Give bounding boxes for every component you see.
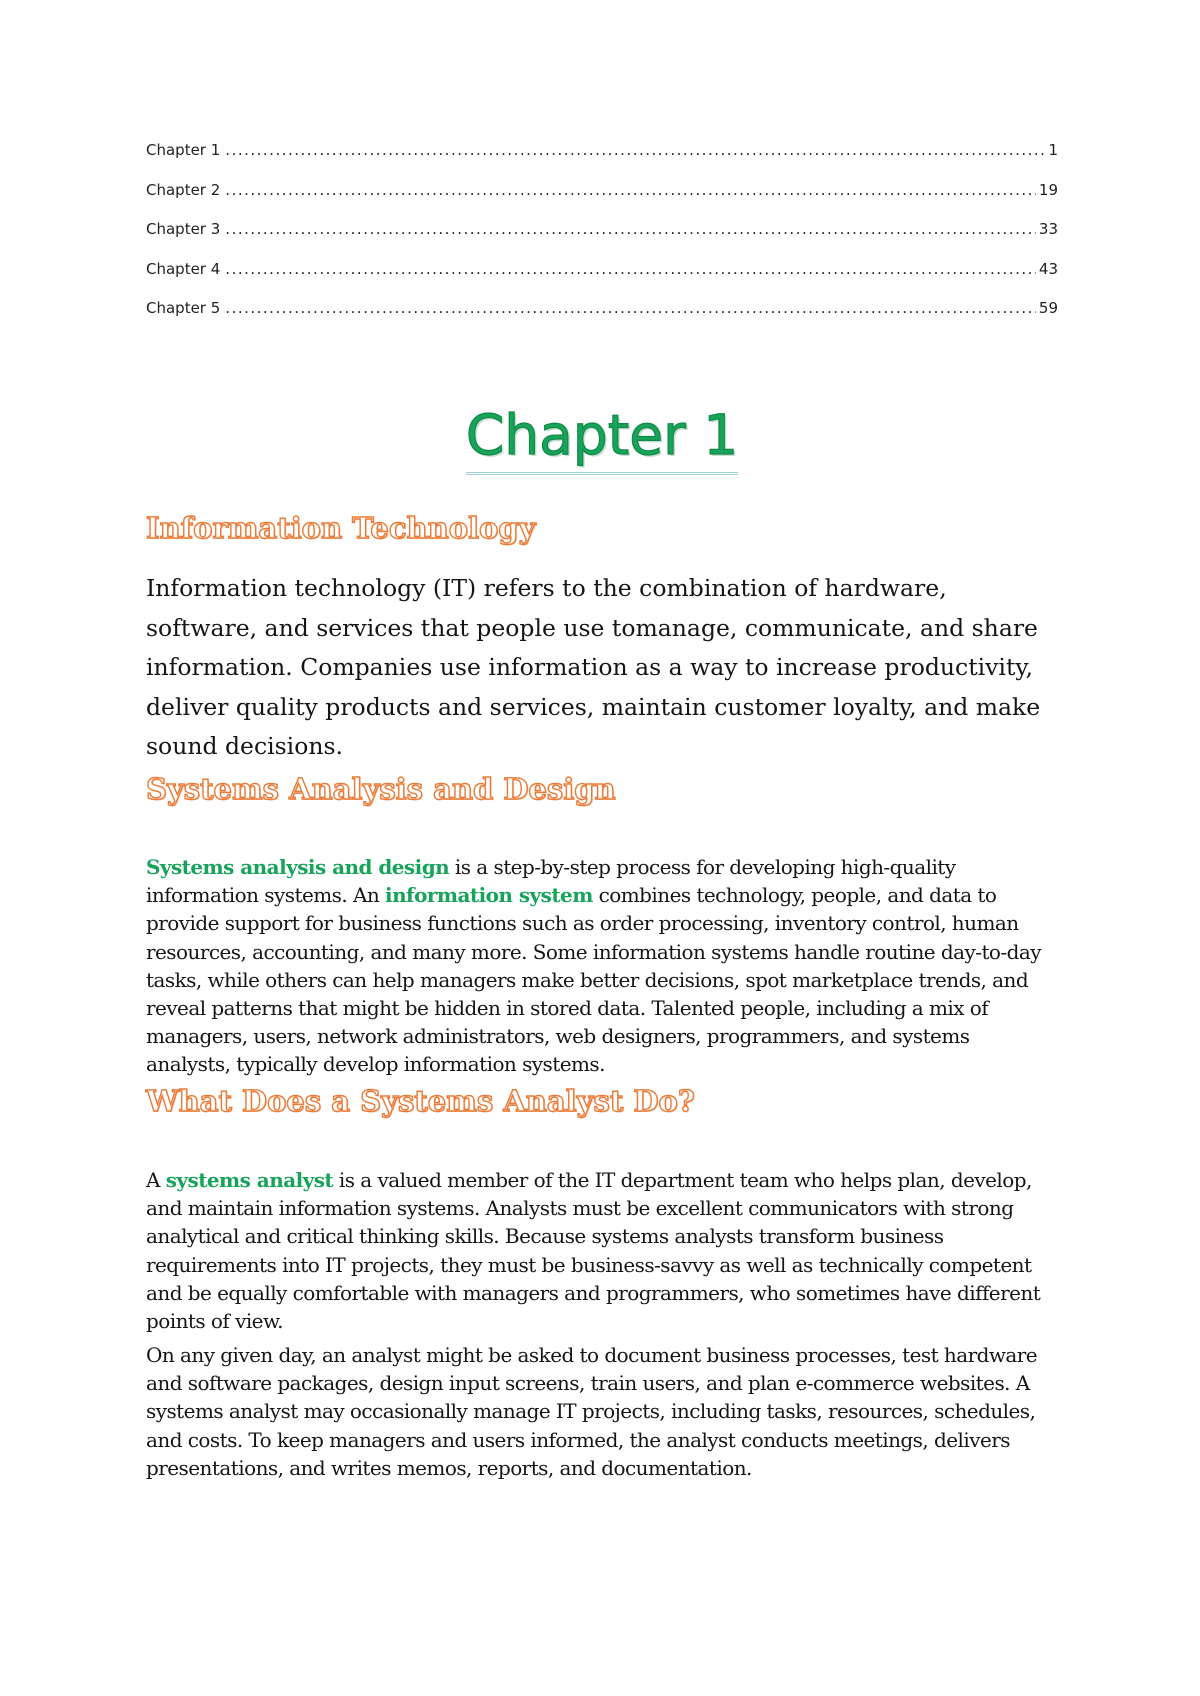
- toc-leader-dots: [225, 140, 1045, 160]
- toc-leader-dots: [225, 259, 1036, 279]
- toc-leader-dots: [225, 298, 1036, 318]
- toc-entry-chapter-1[interactable]: [146, 140, 1058, 180]
- paragraph-systems-analysis-design: [146, 853, 1058, 1079]
- section-heading-systems-analysis-design: Systems Analysis and Design: [146, 772, 616, 806]
- paragraph-text: A: [146, 1168, 166, 1192]
- key-term-systems-analysis-design: Systems analysis and design: [146, 855, 450, 879]
- toc-entry-page-number: 59: [1038, 299, 1058, 317]
- toc-entry-chapter-4[interactable]: [146, 259, 1058, 299]
- section-heading-information-technology: Information Technology: [146, 511, 536, 545]
- key-term-systems-analyst: systems analyst: [165, 1168, 334, 1192]
- toc-entry-label: Chapter 1: [146, 141, 221, 159]
- toc-entry-page-number: 33: [1038, 220, 1058, 238]
- toc-leader-dots: [225, 219, 1036, 239]
- toc-entry-label: Chapter 4: [146, 259, 221, 278]
- paragraph-text: is a valued member of the IT department team who helps plan, develop, and maintain information systems. Analysts must be excellent communicators with strong analytical and critical thinking skills. Because systems analysts transform business requirements into IT projects, they must be business-savvy as well as technically competent and be equally comfortable with managers and programmers, who sometimes have different points of view.: [146, 1168, 1041, 1334]
- toc-entry-chapter-2[interactable]: [146, 180, 1058, 220]
- toc-entry-page-number: 43: [1038, 259, 1058, 278]
- key-term-information-system: information system: [385, 883, 593, 908]
- table-of-contents: [146, 140, 1058, 338]
- paragraph-text: combines technology, people, and data to provide support for business functions such as order processing, inventory control, human resources, accounting, and many more. Some information systems handle routine day-to-day tasks, while others can help managers make better decisions, spot marketplace trends, and reveal patterns that might be hidden in stored data. Talented people, including a mix of managers, users, network administrators, web designers, programmers, and systems analysts, typically develop information systems.: [146, 883, 1042, 1077]
- toc-entry-label: Chapter 3: [146, 220, 221, 238]
- paragraph-text: is a step-by-step process for developing high-quality information systems. An: [146, 855, 956, 908]
- chapter-title-text: Chapter 1: [466, 402, 738, 475]
- paragraph-systems-analyst-role: [146, 1166, 1058, 1335]
- toc-entry-page-number: 1: [1048, 141, 1058, 159]
- toc-entry-chapter-5[interactable]: [146, 298, 1058, 338]
- toc-entry-page-number: 19: [1038, 180, 1058, 199]
- toc-entry-label: Chapter 2: [146, 180, 221, 199]
- toc-leader-dots: [225, 180, 1036, 200]
- document-page: [146, 140, 1058, 1480]
- paragraph-information-technology: Information technology (IT) refers to the combination of hardware, software, and services that people use tomanage, communicate, and share information. Companies use information as a way to increase productivity, deliver quality products and services, maintain customer loyalty, and make sound decisions.: [146, 574, 1041, 761]
- chapter-title: [146, 402, 1058, 475]
- paragraph-systems-analyst-tasks: On any given day, an analyst might be asked to document business processes, test hardware and software packages, design input screens, train users, and plan e-commerce websites. A systems analyst may occasionally manage IT projects, including tasks, resources, schedules, and costs. To keep managers and users informed, the analyst conducts meetings, delivers presentations, and writes memos, reports, and documentation.: [146, 1343, 1038, 1480]
- section-heading-systems-analyst: What Does a Systems Analyst Do?: [146, 1084, 695, 1118]
- toc-entry-chapter-3[interactable]: [146, 219, 1058, 259]
- toc-entry-label: Chapter 5: [146, 299, 221, 317]
